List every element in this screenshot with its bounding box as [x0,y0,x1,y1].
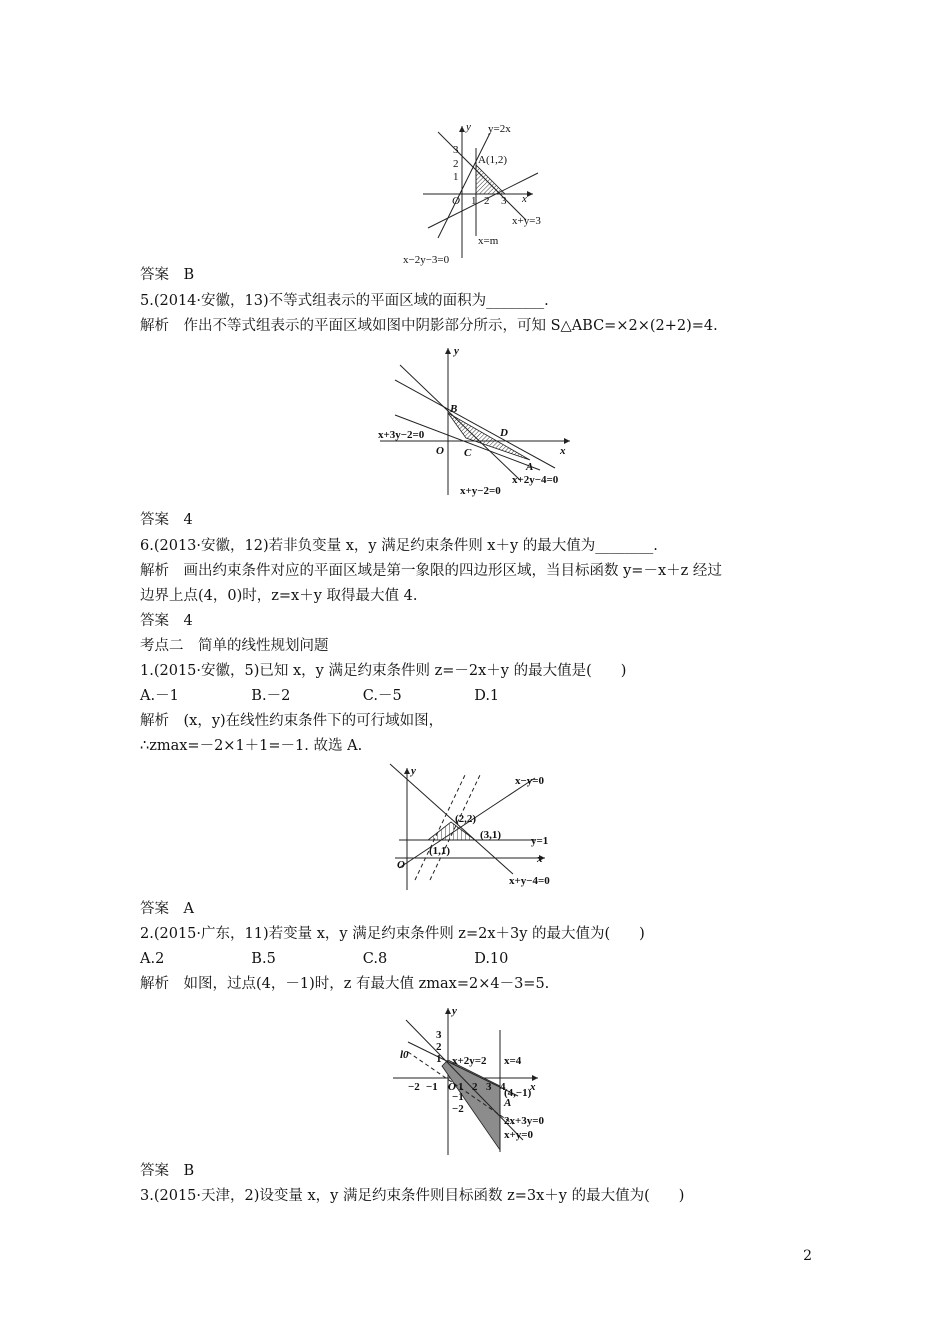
analysis-5: 解析 作出不等式组表示的平面区域如图中阴影部分所示，可知 S△ABC=×2×(2+2)=4. [140,318,718,334]
fig4-label: l0 [400,1049,409,1061]
fig2-label: O [436,445,444,457]
analysis-1-line1: 解析 (x，y)在线性约束条件下的可行域如图， [140,713,444,729]
fig3-label: (3,1) [480,829,502,841]
fig4-label: 3 [486,1081,492,1093]
fig3-label: y=1 [531,835,549,847]
fig2-label: C [464,447,472,459]
fig3-label: x+y−4=0 [509,875,550,887]
answer-line: 答案 4 [140,512,193,528]
analysis-6-line2: 边界上点(4，0)时，z=x＋y 取得最大值 4. [140,588,418,604]
fig1-label: y [466,121,471,133]
fig1-label: x−2y−3=0 [403,254,450,266]
fig3-label: x [537,853,543,865]
analysis-2: 解析 如图，过点(4，－1)时，z 有最大值 zmax=2×4－3=5. [140,976,550,992]
fig4-label: 3 [436,1029,442,1041]
question-3: 3.(2015·天津，2)设变量 x，y 满足约束条件则目标函数 z=3x＋y 的最大值为( ) [140,1188,685,1204]
analysis-6-line1: 解析 画出约束条件对应的平面区域是第一象限的四边形区域，当目标函数 y=－x＋z 经过 [140,563,722,579]
fig2-label: D [500,427,508,439]
fig2-label: A [526,461,534,473]
fig1-label: 3 [453,144,459,156]
fig4-label: −1 [426,1081,438,1093]
fig3-label: y [411,765,416,777]
fig2-label: x [560,445,566,457]
figure-2 [370,340,580,500]
fig4-label: 2 [436,1041,442,1053]
fig3-label: (1,1) [429,845,451,857]
options-2: A.2 B.5 C.8 D.10 [140,951,509,967]
fig4-label: 4 [500,1081,506,1093]
options-1: A.－1 B.－2 C.－5 D.1 [140,688,500,704]
fig2-label: x+2y−4=0 [512,474,559,486]
question-5: 5.(2014·安徽，13)不等式组表示的平面区域的面积为________. [140,293,549,309]
fig4-label: x+2y=2 [452,1055,487,1067]
fig4-label: −2 [408,1081,420,1093]
fig4-label: (4,−1) [504,1087,532,1099]
fig4-label: A [504,1097,512,1109]
fig1-label: O [452,195,460,207]
question-2: 2.(2015·广东，11)若变量 x，y 满足约束条件则 z=2x＋3y 的最大值为( ) [140,926,645,942]
fig1-label: 1 [471,195,477,207]
figure-4 [388,1000,568,1160]
answer-line: 答案 4 [140,613,193,629]
question-6: 6.(2013·安徽，12)若非负变量 x，y 满足约束条件则 x＋y 的最大值为________. [140,538,658,554]
fig2-label: x+y−2=0 [460,485,501,497]
fig4-label: y [452,1005,457,1017]
answer-line: 答案 B [140,1163,195,1179]
fig1-label: A(1,2) [478,154,508,166]
page-number: 2 [803,1248,812,1264]
analysis-1-line2: ∴zmax=－2×1＋1=－1. 故选 A. [140,738,363,754]
fig4-label: 2 [472,1081,478,1093]
fig3-label: x−y=0 [515,775,545,787]
fig2-label: y [454,345,459,357]
answer-line: 答案 B [140,267,195,283]
fig1-label: x=m [478,235,499,247]
fig4-label: −2 [452,1103,464,1115]
answer-line: 答案 A [140,901,194,917]
fig1-label: 3 [501,195,507,207]
section-heading: 考点二 简单的线性规划问题 [140,638,329,654]
fig4-label: x=4 [504,1055,522,1067]
fig1-label: 2 [453,158,459,170]
fig2-label: x+3y−2=0 [378,429,425,441]
fig4-label: 1 [458,1081,464,1093]
fig4-label: x+y=0 [504,1129,534,1141]
fig1-label: x [522,193,527,205]
fig4-label: 1 [436,1053,442,1065]
fig1-label: 2 [484,195,490,207]
fig2-label: B [450,403,458,415]
question-1: 1.(2015·安徽，5)已知 x，y 满足约束条件则 z=－2x＋y 的最大值是( ) [140,663,627,679]
fig4-label: −1 [452,1091,464,1103]
fig1-label: 1 [453,171,459,183]
fig4-label: 2x+3y=0 [504,1115,545,1127]
fig3-label: O [397,859,405,871]
fig1-label: x+y=3 [512,215,541,227]
fig4-label: x [530,1081,536,1093]
figure-1 [398,118,558,268]
fig1-label: y=2x [488,123,511,135]
figure-3 [385,760,575,895]
fig4-label: O [448,1081,456,1093]
fig3-label: (2,2) [455,813,477,825]
